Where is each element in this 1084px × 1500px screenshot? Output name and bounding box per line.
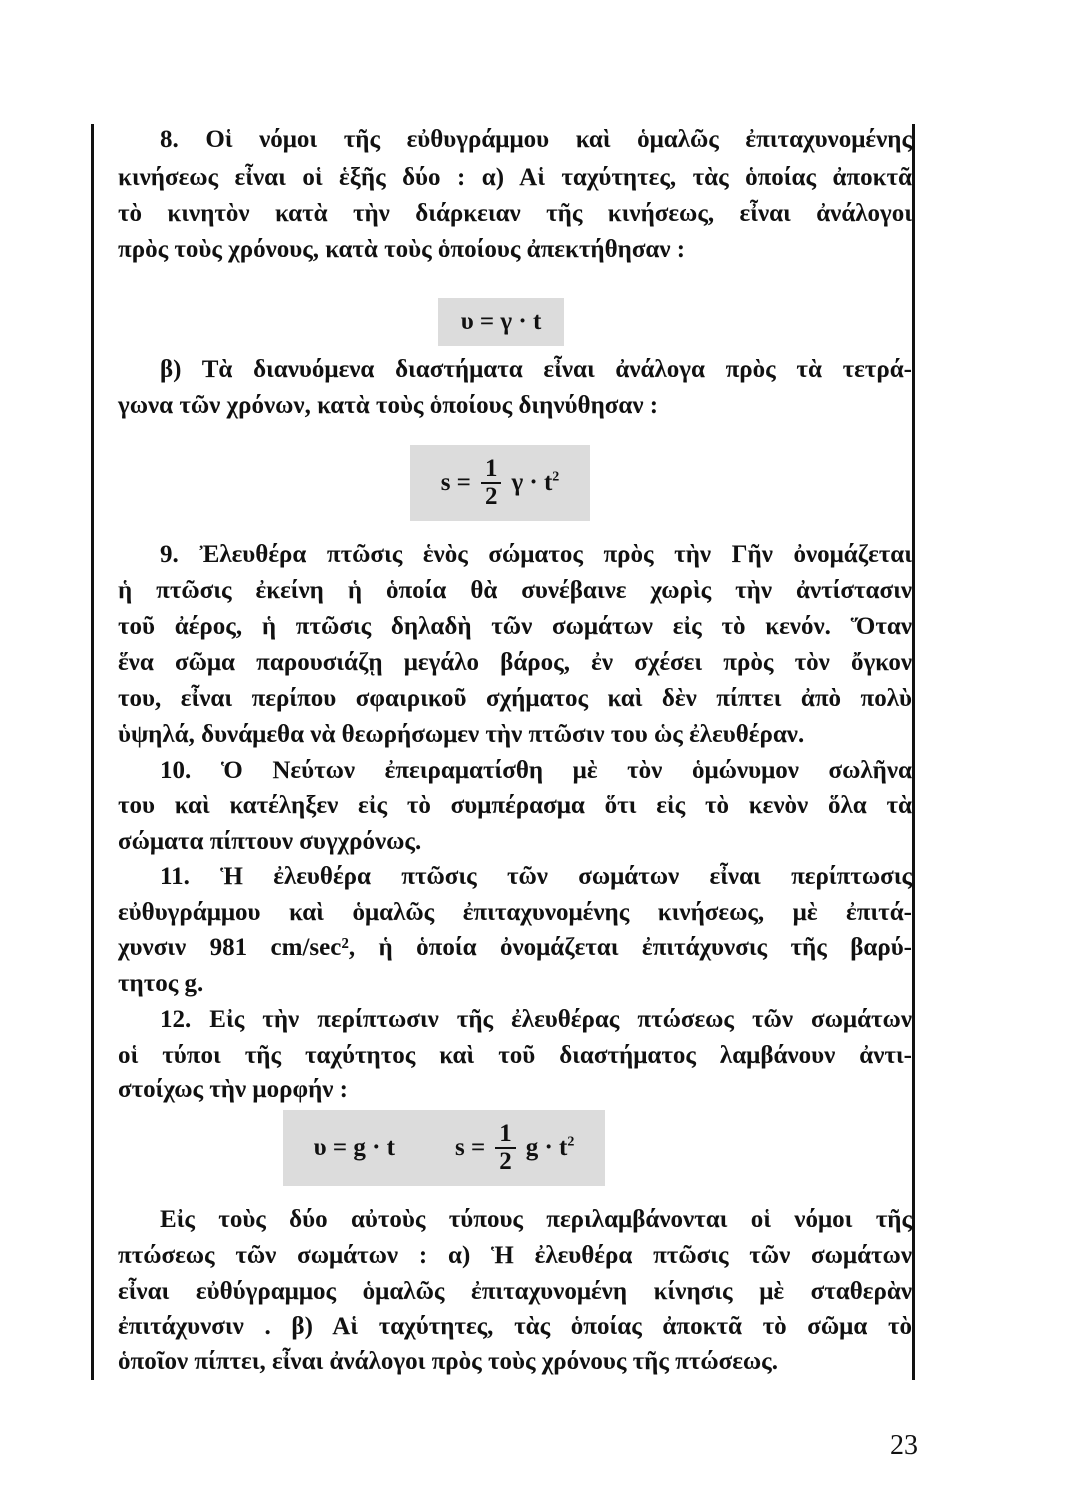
text-line: σώματα πίπτουν συγχρόνως. xyxy=(118,828,422,855)
text-line: χυνσιν 981 cm/sec², ἡ ὁποία ὀνομάζεται ἐπιτάχυνσις τῆς βαρύ- xyxy=(118,934,912,961)
numerator: 1 xyxy=(481,456,502,484)
denominator: 2 xyxy=(499,1148,512,1175)
formula-text: υ = γ · t xyxy=(460,308,542,335)
formula-lhs: s = xyxy=(440,469,471,496)
text-line: τὸ κινητὸν κατὰ τὴν διάρκειαν τῆς κινήσεως, εἶναι ἀνάλογοι xyxy=(118,200,912,227)
formula-lhs: s = xyxy=(454,1134,486,1161)
text-line: πτώσεως τῶν σωμάτων : α) Ἡ ἐλευθέρα πτῶσις τῶν σωμάτων xyxy=(118,1242,912,1269)
formula-distance xyxy=(410,445,590,521)
page-number: 23 xyxy=(890,1430,918,1461)
fraction xyxy=(481,456,502,510)
text-line: στοίχως τὴν μορφήν : xyxy=(118,1076,349,1103)
text-line: κινήσεως εἶναι οἱ ἑξῆς δύο : α) Αἱ ταχύτητες, τὰς ὁποίας ἀποκτᾶ xyxy=(118,164,912,191)
text-line: 11. Ἡ ἐλευθέρα πτῶσις τῶν σωμάτων εἶναι περίπτωσις xyxy=(160,863,912,890)
formula-free-fall-distance xyxy=(455,1121,574,1175)
text-line: πρὸς τοὺς χρόνους, κατὰ τοὺς ὁποίους ἀπεκτήθησαν : xyxy=(118,236,686,263)
formula-velocity xyxy=(438,298,564,346)
numerator: 1 xyxy=(495,1121,516,1149)
text-line: του καὶ κατέληξεν εἰς τὸ συμπέρασμα ὅτι εἰς τὸ κενὸν ὅλα τὰ xyxy=(118,792,912,819)
text-line: ἐπιτάχυνσιν . β) Αἱ ταχύτητες, τὰς ὁποίας ἀποκτᾶ τὸ σῶμα τὸ xyxy=(118,1313,912,1340)
exponent: 2 xyxy=(567,1134,575,1150)
text-line: ὑψηλά, δυνάμεθα νὰ θεωρήσωμεν τὴν πτῶσιν του ὡς ἐλευθέραν. xyxy=(118,721,805,748)
text-line: Εἰς τοὺς δύο αὐτοὺς τύπους περιλαμβάνονται οἱ νόμοι τῆς xyxy=(160,1206,912,1233)
text-line: ἡ πτῶσις ἐκείνη ἡ ὁποία θὰ συνέβαινε χωρὶς τὴν ἀντίστασιν xyxy=(118,577,912,604)
text-line: ἕνα σῶμα παρουσιάζῃ μεγάλο βάρος, ἐν σχέσει πρὸς τὸν ὄγκον xyxy=(118,649,912,676)
left-margin-rule xyxy=(91,124,94,1380)
text-line: 8. Οἱ νόμοι τῆς εὐθυγράμμου καὶ ὁμαλῶς ἐπιταχυνομένης xyxy=(160,126,912,153)
formula-free-fall xyxy=(283,1110,605,1186)
text-line: 12. Εἰς τὴν περίπτωσιν τῆς ἐλευθέρας πτώσεως τῶν σωμάτων xyxy=(160,1006,912,1033)
formula-rhs: g · t xyxy=(525,1134,568,1161)
text-line: του, εἶναι περίπου σφαιρικοῦ σχήματος καὶ δὲν πίπτει ἀπὸ πολὺ xyxy=(118,685,912,712)
fraction xyxy=(495,1121,516,1175)
formula-rhs: γ · t xyxy=(511,469,553,496)
denominator: 2 xyxy=(484,483,498,510)
text-line: τοῦ ἀέρος, ἡ πτῶσις δηλαδὴ τῶν σωμάτων εἰς τὸ κενόν. Ὅταν xyxy=(118,613,912,640)
text-line: ὁποῖον πίπτει, εἶναι ἀνάλογοι πρὸς τοὺς χρόνους τῆς πτώσεως. xyxy=(118,1348,778,1375)
text-line: τητος g. xyxy=(118,970,204,997)
text-line: εἶναι εὐθύγραμμος ὁμαλῶς ἐπιταχυνομένη κίνησις μὲ σταθερὰν xyxy=(118,1278,912,1305)
text-line: εὐθυγράμμου καὶ ὁμαλῶς ἐπιταχυνομένης κινήσεως, μὲ ἐπιτά- xyxy=(118,899,912,926)
text-line: οἱ τύποι τῆς ταχύτητος καὶ τοῦ διαστήματος λαμβάνουν ἀντι- xyxy=(118,1042,912,1069)
text-line: 10. Ὁ Νεύτων ἐπειραματίσθη μὲ τὸν ὁμώνυμον σωλῆνα xyxy=(160,757,912,784)
formula-free-fall-velocity: υ = g · t xyxy=(313,1134,395,1161)
text-line: 9. Ἐλευθέρα πτῶσις ἑνὸς σώματος πρὸς τὴν Γῆν ὀνομάζεται xyxy=(160,541,912,568)
exponent: 2 xyxy=(552,469,560,485)
text-line: γωνα τῶν χρόνων, κατὰ τοὺς ὁποίους διηνύθησαν : xyxy=(118,392,659,419)
text-line: β) Τὰ διανυόμενα διαστήματα εἶναι ἀνάλογα πρὸς τὰ τετρά- xyxy=(160,356,912,383)
right-margin-rule xyxy=(912,124,915,1380)
